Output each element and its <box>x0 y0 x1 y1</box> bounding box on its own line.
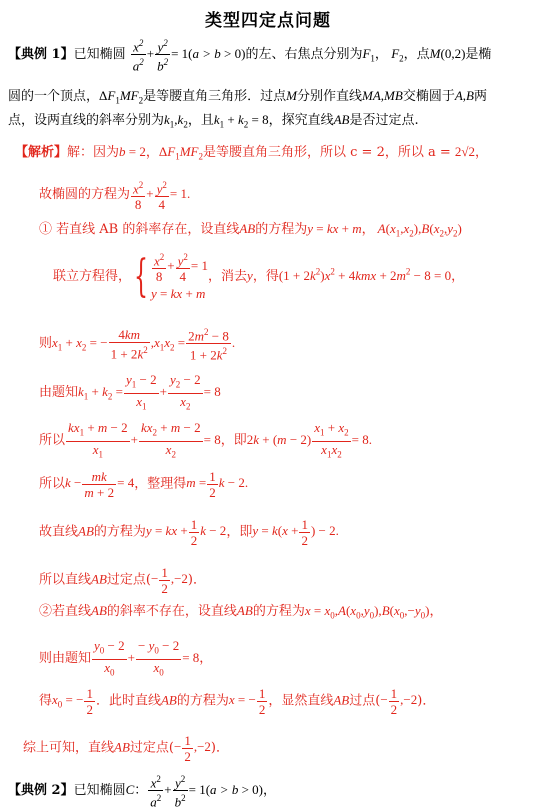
text: ．此时直线 <box>95 693 161 709</box>
example-2-tag: 【典例 2】 <box>8 782 74 798</box>
text: 综上可知，直线 <box>23 740 115 756</box>
text: 的左、右焦点分别为 <box>245 46 363 62</box>
text: 解：因为 <box>67 145 120 160</box>
foci: $F_1$， $F_2$ <box>362 45 404 64</box>
analysis-line-5: 则$x_1 + x_2$ = − $\frac{4km}{1 + 2k^2}$ $,x_1x_2$ = $\frac{2m^2 - 8}{1 + 2k^2}$ . <box>39 326 236 363</box>
point-m: M(0,2) <box>429 45 466 61</box>
text: 得 <box>39 693 53 709</box>
analysis-line-7: 所以 $\frac{kx_1 + m - 2}{x_1}$ + $\frac{kx_2 + m - 2}{x_2}$ = 8，即2k + (m − 2) $\frac{x_1 + x_2}{x_1x_2}$ = 8. <box>39 420 372 460</box>
text: ① 若直线 AB 的斜率存在，设直线 <box>39 222 240 237</box>
analysis-line-3: ① 若直线 AB 的斜率存在，设直线AB的方程为y = kx + m， $A(x_1,x_2),B(x_2,y_2)$ <box>39 221 462 239</box>
text: 的方程为 <box>252 604 305 619</box>
text: 则 <box>39 335 53 351</box>
analysis-line-13: 得$x_0$ = − $\frac{1}{2}$ ．此时直线AB的方程为x = − $\frac{1}{2}$ ，显然直线AB过点(− $\frac{1}{2}$ ,−2)． <box>39 686 436 717</box>
text: 的方程为 <box>93 524 146 540</box>
analysis-line-10: 所以直线AB过定点(− $\frac{1}{2}$ ,−2)． <box>39 565 206 596</box>
text: 则由题知 <box>39 651 92 667</box>
text: ，点 <box>403 46 430 62</box>
triangle: $\Delta F_1MF_2$ <box>99 88 144 106</box>
page-title: 类型四定点问题 <box>205 11 331 31</box>
text: 分别作直线 <box>296 89 362 104</box>
text: 点，设两直线的斜率分别为 <box>8 113 165 128</box>
analysis-line-2: 故椭圆的方程为 $\frac{x^2}{8}$ + $\frac{y^2}{4}$ = 1. <box>39 180 191 213</box>
text: ，整理得 <box>134 476 187 492</box>
text: 是等腰直角三角形，所以 c = 2，所以 a = <box>203 145 455 160</box>
text: 由题知 <box>39 385 79 401</box>
text: ，即 <box>226 524 253 540</box>
text: 联立方程得， <box>53 269 132 285</box>
text: 两 <box>473 89 487 104</box>
text: )． <box>417 693 436 709</box>
text: 圆的一个顶点， <box>8 89 100 104</box>
text: ， <box>145 145 159 160</box>
text: 过定点( <box>129 740 174 756</box>
text: 过点( <box>349 693 381 709</box>
text: 所以直线 <box>39 572 92 588</box>
text: 所以 <box>39 476 66 492</box>
text: 已知椭圆 <box>73 46 126 62</box>
text: )． <box>210 740 229 756</box>
text: ， <box>263 782 277 798</box>
text: 已知椭圆 <box>73 782 126 798</box>
text: ，消去 <box>208 269 248 285</box>
text: ，即 <box>220 433 247 449</box>
example-1-line-3: 点，设两直线的斜率分别为$k_1,k_2$，且$k_1 + k_2 = 8$，探究直线AB是否过定点. <box>8 112 419 130</box>
text: )． <box>187 572 206 588</box>
example-2-line-1: 【典例 2】已知椭圆C： $\frac{x^2}{a^2}$ + $\frac{y^2}{b^2}$ = 1(a > b > 0)， <box>8 774 277 810</box>
analysis-line-12: 则由题知 $\frac{y_0 - 2}{x_0}$ + $\frac{- y_0 - 2}{x_0}$ = 8， <box>39 638 213 678</box>
ellipse-equation: $\frac{x^2}{a^2}$ + $\frac{y^2}{b^2}$ = 1(a > b > 0) <box>132 38 246 74</box>
text: 所以 <box>39 433 66 449</box>
text: ，探究直线 <box>268 113 334 128</box>
text: 是等腰直角三角形．过点 <box>143 89 287 104</box>
text: 故直线 <box>39 524 79 540</box>
text: 的方程为 <box>176 693 229 709</box>
analysis-line-1: 【解析】解：因为b = 2，$\Delta F_1MF_2$是等腰直角三角形，所以 c = 2，所以 a = 2√2， <box>15 144 489 162</box>
text: 是椭 <box>465 46 492 62</box>
analysis-tag: 【解析】 <box>15 145 68 160</box>
text: 是否过定点. <box>349 113 419 128</box>
text: ，显然直线 <box>268 693 334 709</box>
text: ，得 <box>252 269 279 285</box>
text: ②若直线 <box>39 604 92 619</box>
example-1-line-2: 圆的一个顶点，$\Delta F_1MF_2$是等腰直角三角形．过点M分别作直线MA,MB交椭圆于A,B两 <box>8 88 487 106</box>
analysis-line-4: 联立方程得，{ $\frac{x^2}{8}$ + $\frac{y^2}{4}$ = 1 y = kx + m ，消去y，得$(1 + 2k^2)x^2 + 4kmx + 2m^2 - 8 = 0$， <box>53 250 465 302</box>
text: ，且 <box>187 113 214 128</box>
text: ， <box>361 222 375 237</box>
analysis-line-9: 故直线AB的方程为y = kx + $\frac{1}{2}$ k − 2，即y = k(x + $\frac{1}{2}$ ) − 2. <box>39 517 339 548</box>
text: 的斜率不存在，设直线 <box>106 604 237 619</box>
example-1-line-1 <box>8 36 491 74</box>
text: 交椭圆于 <box>402 89 455 104</box>
text: 故椭圆的方程为 <box>39 187 131 203</box>
text: 过定点( <box>106 572 151 588</box>
analysis-line-6: 由题知$k_1 + k_2$ = $\frac{y_1 - 2}{x_1}$ + $\frac{y_2 - 2}{x_2}$ = 8 <box>39 372 221 412</box>
example-1-tag: 【典例 1】 <box>8 46 74 62</box>
text: ， <box>475 145 489 160</box>
analysis-conclusion: 综上可知，直线AB过定点(− $\frac{1}{2}$ ,−2)． <box>23 733 229 764</box>
text: 的方程为 <box>255 222 308 237</box>
analysis-line-11: ②若直线AB的斜率不存在，设直线AB的方程为$x = x_0,A(x_0,y_0),B(x_0,-y_0)$， <box>39 603 443 621</box>
analysis-line-8: 所以k − $\frac{mk}{m + 2}$ = 4，整理得m = $\frac{1}{2}$ k − 2. <box>39 469 249 500</box>
